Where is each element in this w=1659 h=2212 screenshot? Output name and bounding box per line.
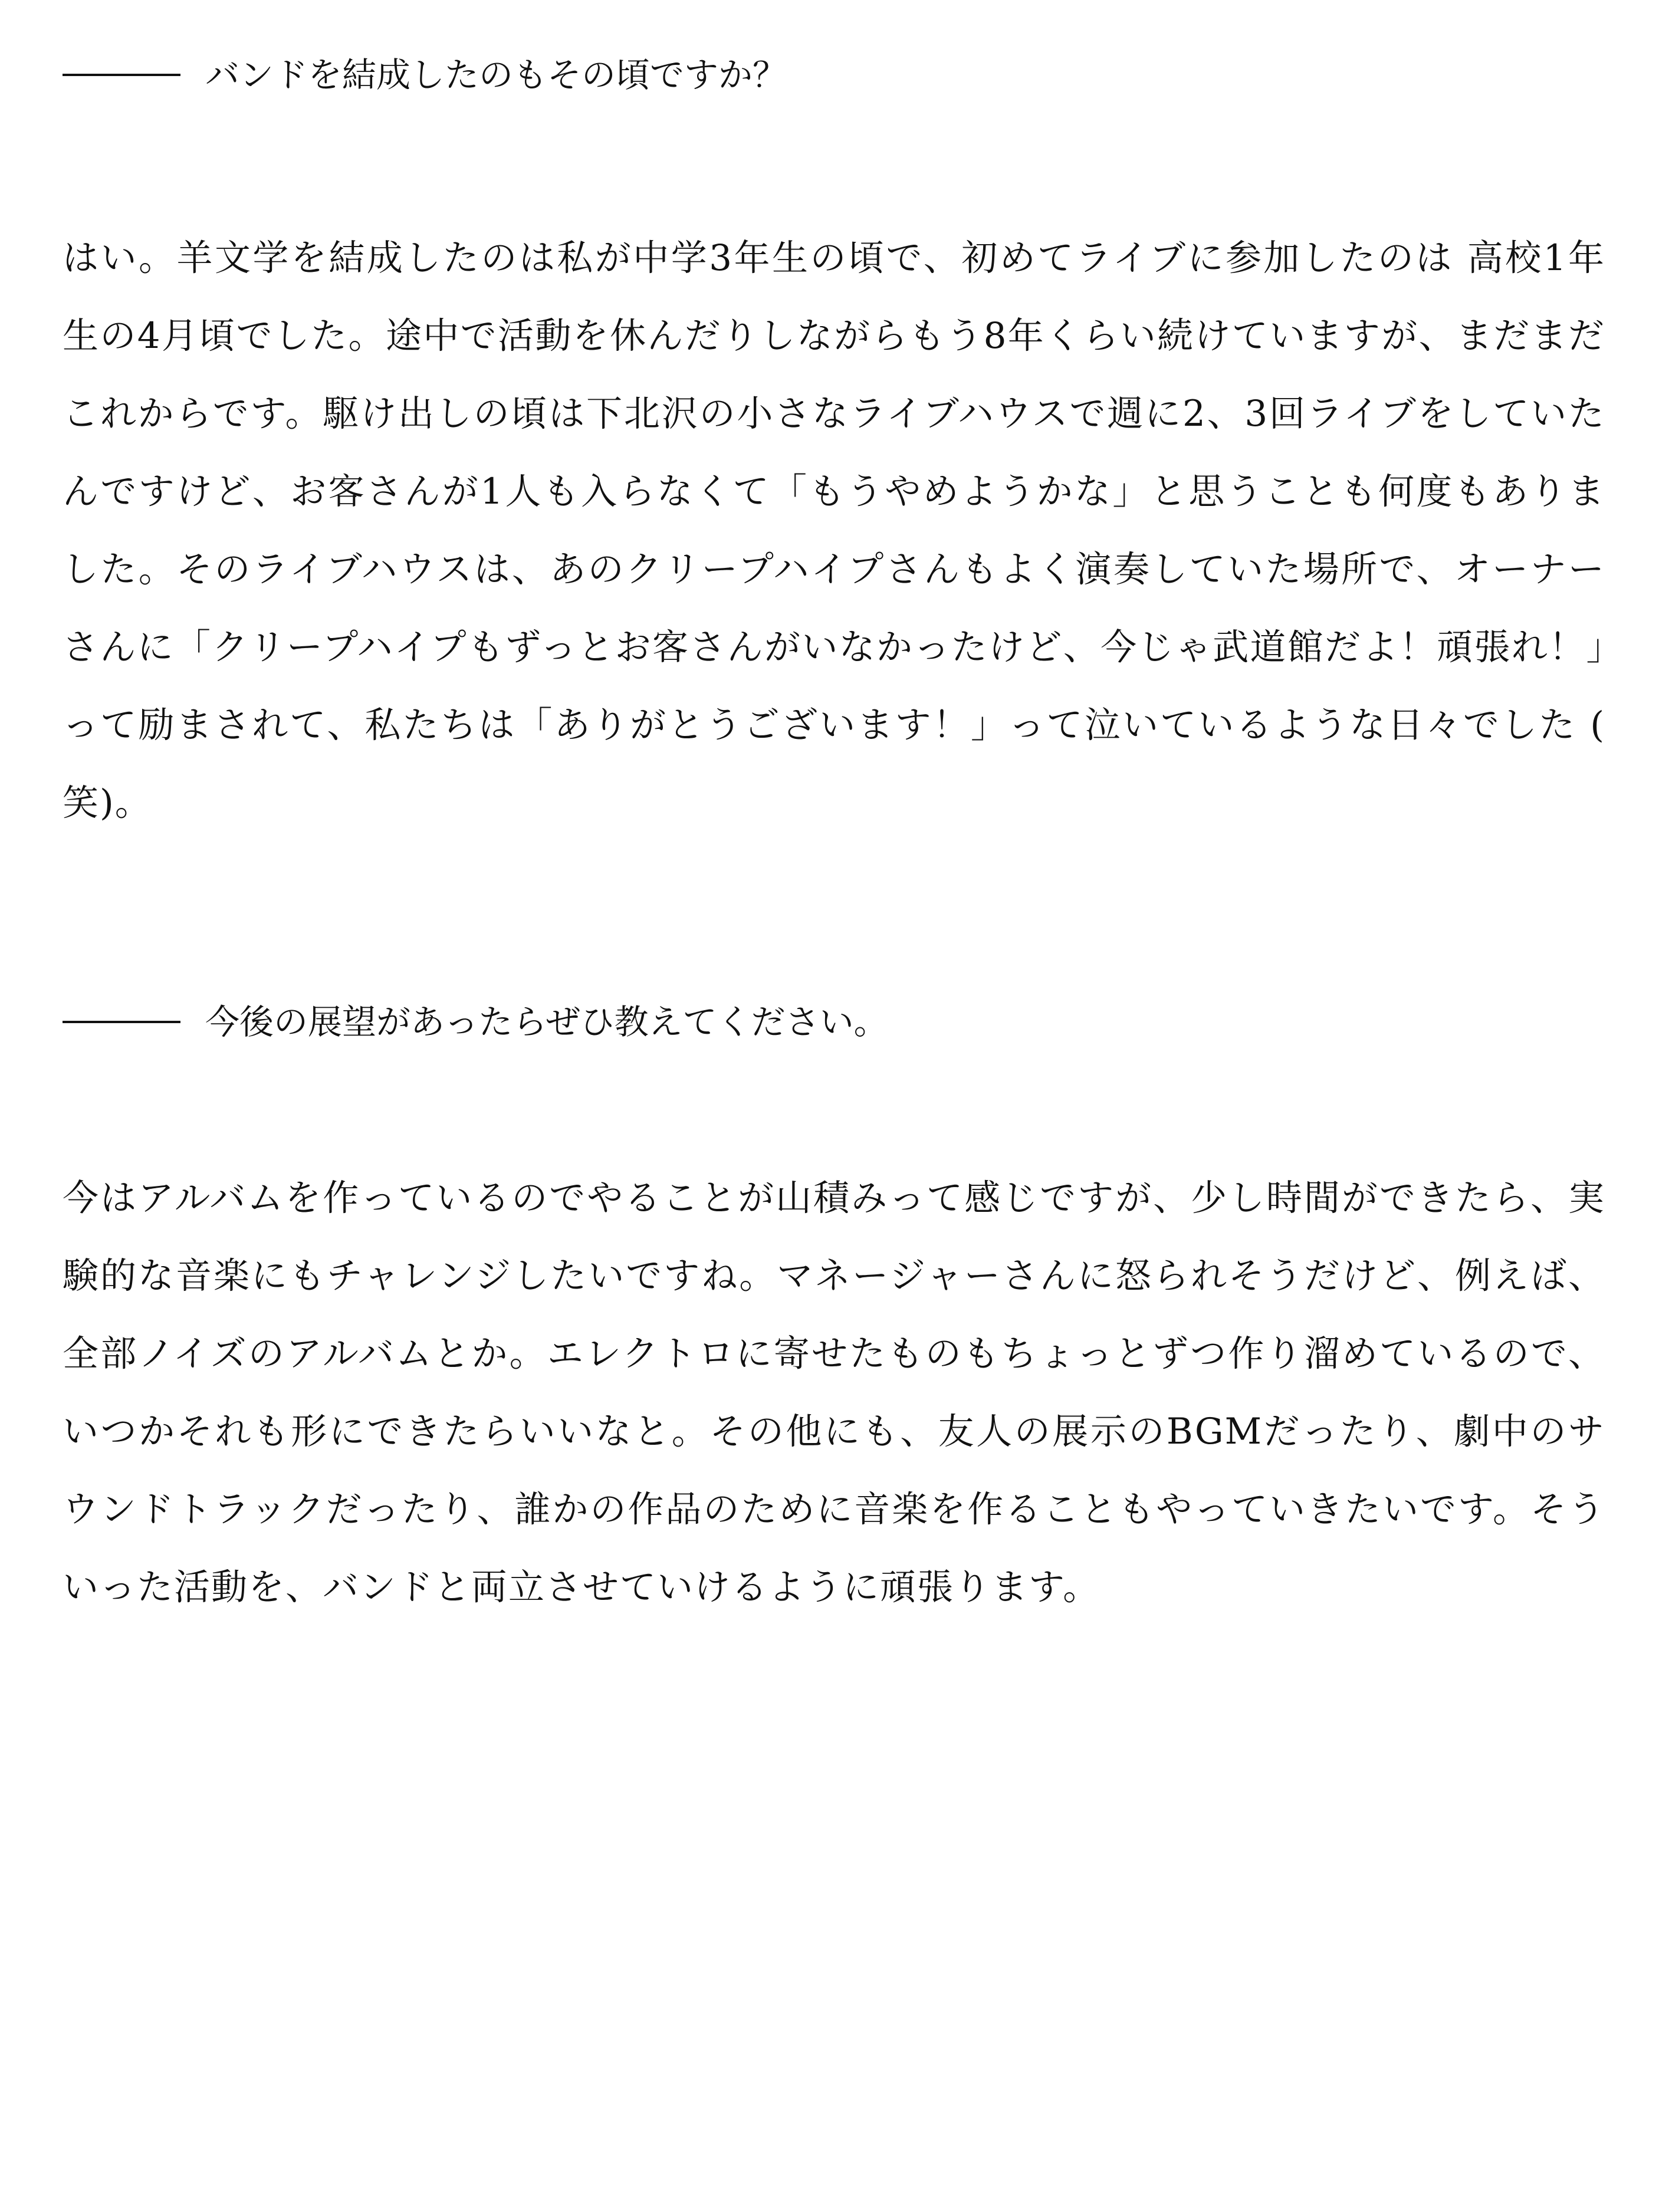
question-2-text: 今後の展望があったらぜひ教えてください。 — [205, 1002, 888, 1042]
question-dash — [63, 1021, 180, 1023]
interview-question-2 — [63, 1002, 888, 1042]
question-1-text: バンドを結成したのもその頃ですか？ — [205, 55, 787, 95]
interview-answer-1: はい。羊文学を結成したのは私が中学3年生の頃で、初めてライブに参加したのは 高校1年生の4月頃でした。途中で活動を休んだりしながらもう8年くらい続けていますが、まだまだこれからです。駆け出しの頃は下北沢の小さなライブハウスで週に2、3回ライブをしていたんですけど、お客さんが1人も入らなくて「もうやめようかな」と思うことも何度もありました。そのライブハウスは、あのクリープハイプさんもよく演奏していた場所で、オーナーさんに「クリープハイプもずっとお客さんがいなかったけど、今じゃ武道館だよ！頑張れ！」って励まされて、私たちは「ありがとうございます！」って泣いているような日々でした (笑)。 — [63, 237, 1605, 824]
interview-answer-2: 今はアルバムを作っているのでやることが山積みって感じですが、少し時間ができたら、実験的な音楽にもチャレンジしたいですね。マネージャーさんに怒られそうだけど、例えば、全部ノイズのアルバムとか。エレクトロに寄せたものもちょっとずつ作り溜めているので、いつかそれも形にできたらいいなと。その他にも、友人の展示のBGMだったり、劇中のサウンドトラックだったり、誰かの作品のために音楽を作ることもやっていきたいです。そういった活動を、バンドと両立させていけるように頑張ります。 — [63, 1177, 1605, 1608]
question-dash — [63, 74, 180, 76]
interview-question-1 — [63, 55, 787, 95]
